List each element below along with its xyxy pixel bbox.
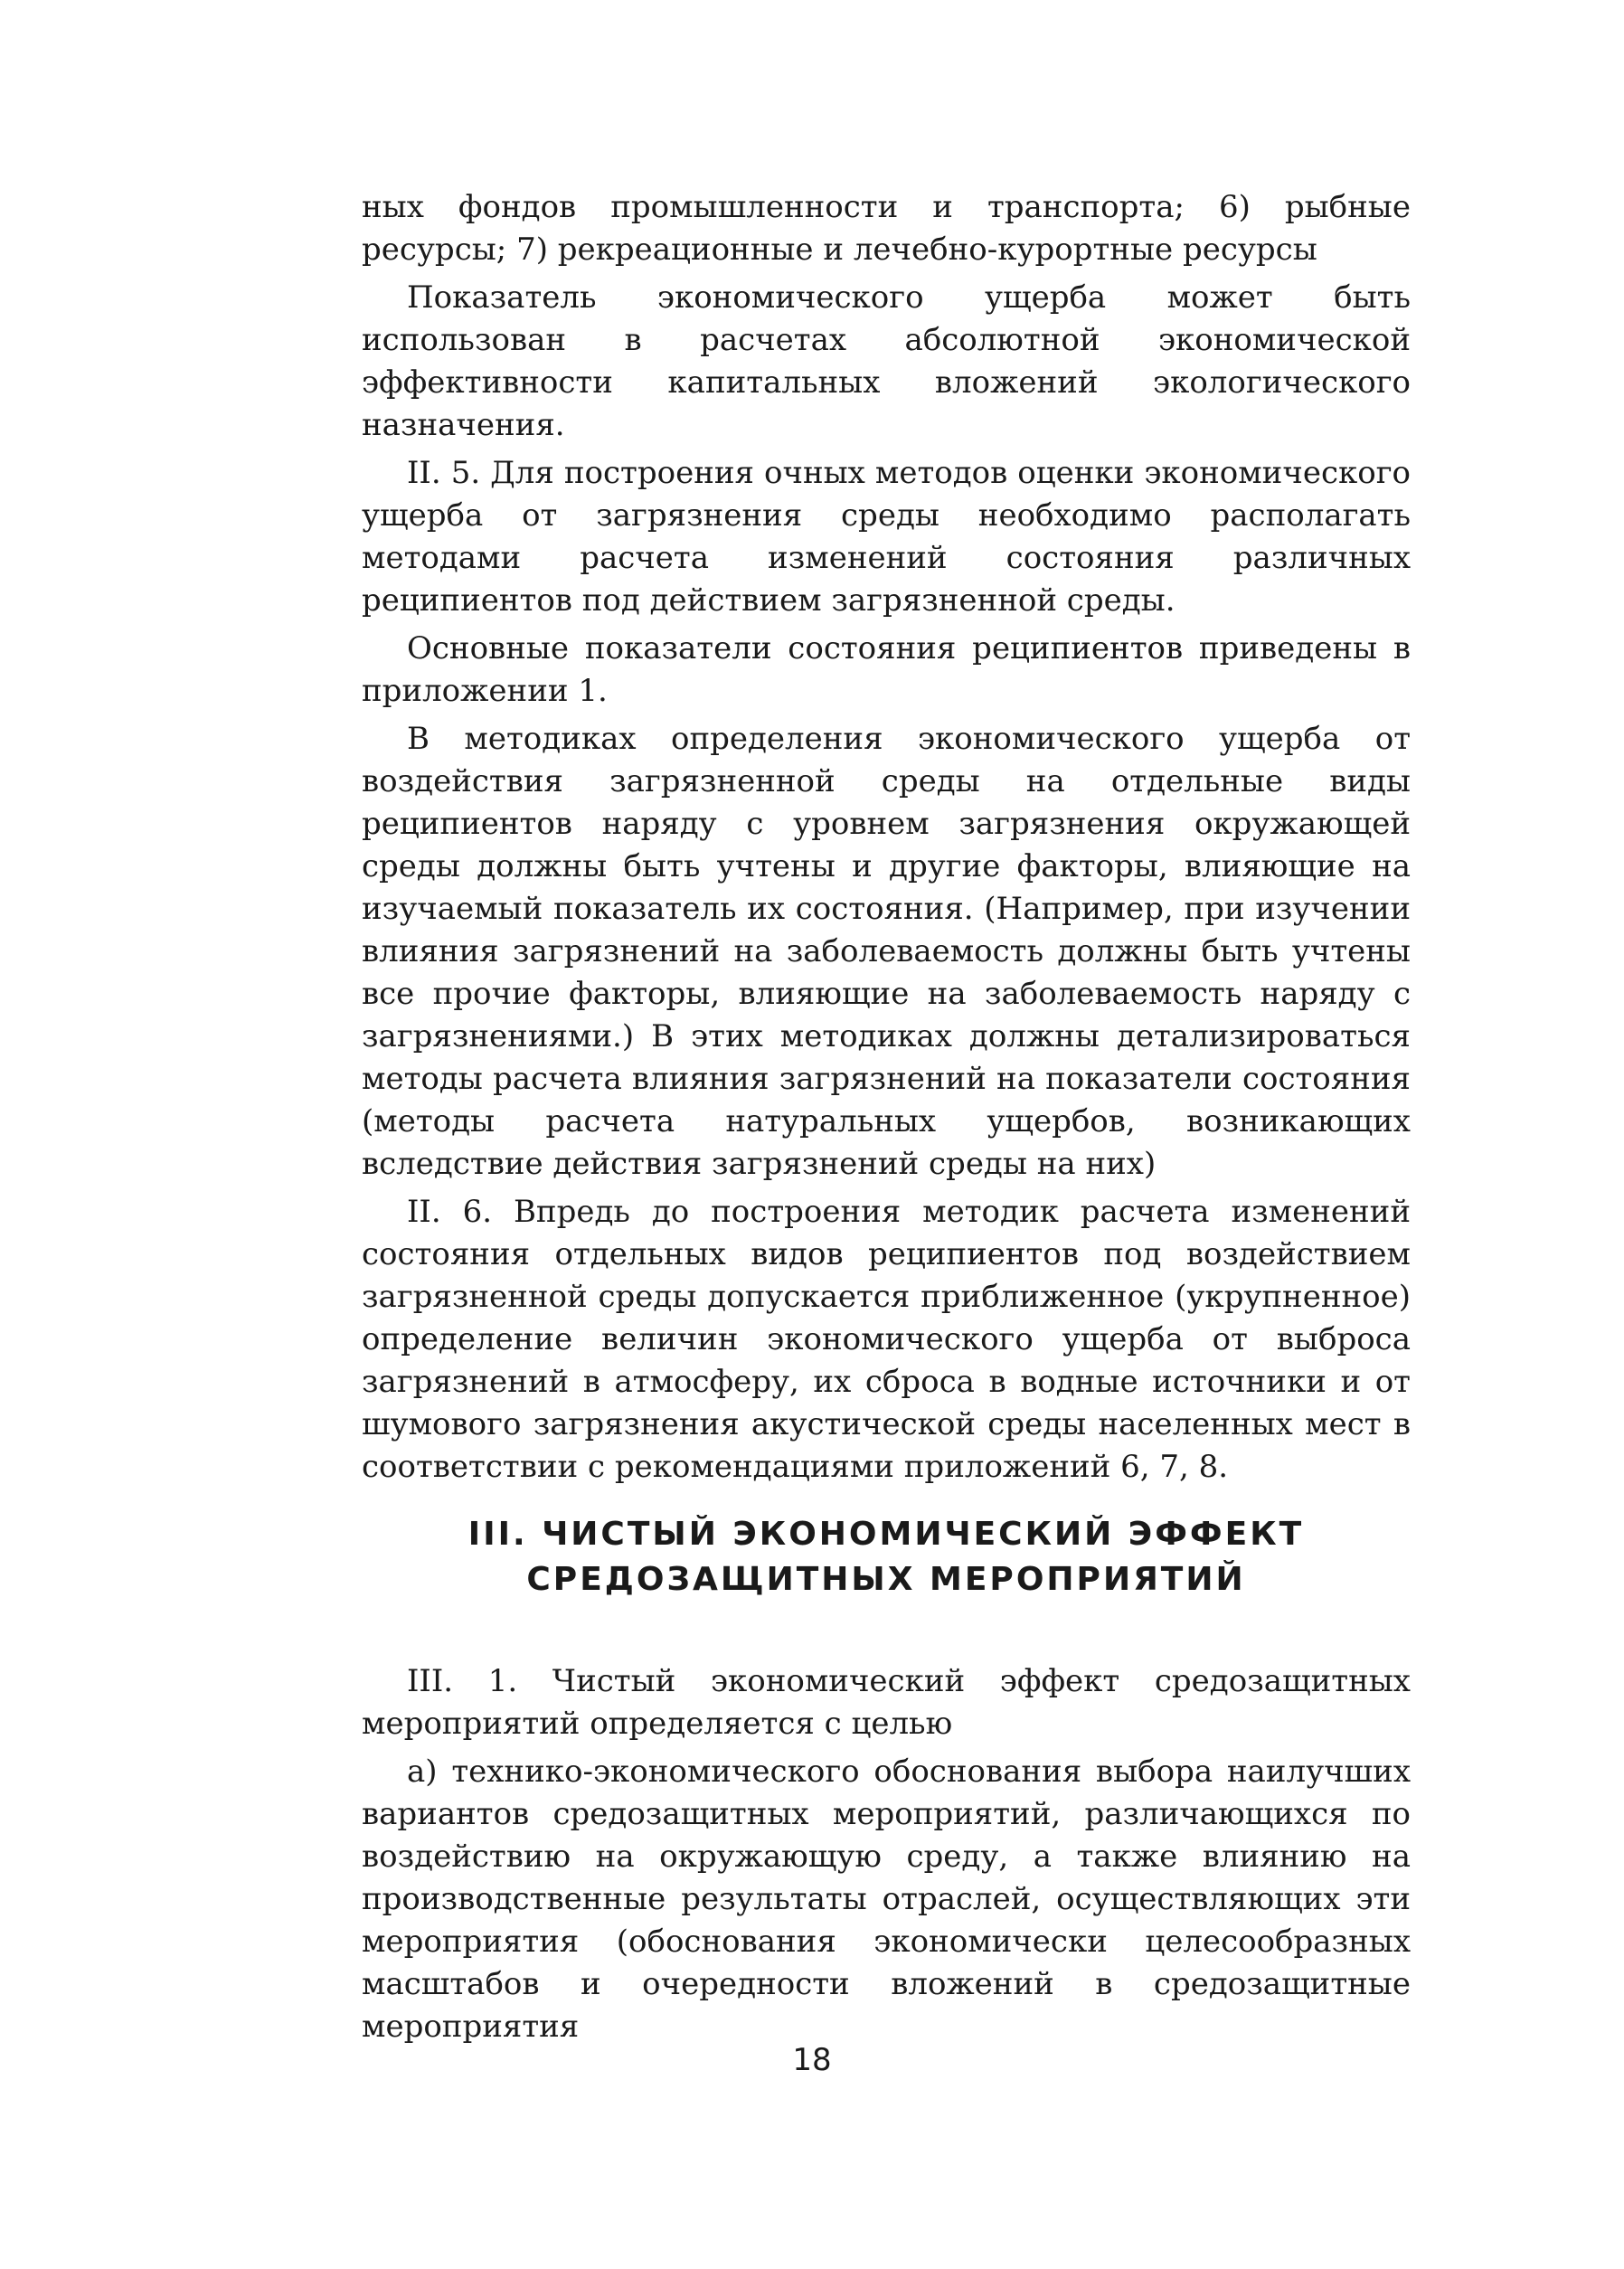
paragraph: а) технико-экономического обоснования выбора наилучших вариантов средозащитных мероприятий, различающихся по воздействию на окружающую среду, а также влиянию на производственные результаты отраслей, осуществляющих эти мероприятия (обоснования экономически целесообразных масштабов и очередности вложений в средозащитные мероприятия: [362, 1754, 1411, 2045]
paragraph: Основные показатели состояния реципиентов приведены в приложении 1.: [362, 630, 1411, 709]
paragraph: ных фондов промышленности и транспорта; 6) рыбные ресурсы; 7) рекреационные и лечебно-курортные ресурсы: [362, 189, 1411, 268]
section-heading-line: СРЕДОЗАЩИТНЫХ МЕРОПРИЯТИЙ: [526, 1561, 1246, 1598]
paragraph: III. 1. Чистый экономический эффект средозащитных мероприятий определяется с целью: [362, 1663, 1411, 1742]
section-heading-line: III. ЧИСТЫЙ ЭКОНОМИЧЕСКИЙ ЭФФЕКТ: [467, 1516, 1305, 1553]
paragraph: II. 6. Впредь до построения методик расчета изменений состояния отдельных видов реципиентов под воздействием загрязненной среды допускается приближенное (укрупненное) определение величин экономического ущерба от выброса загрязнений в атмосферу, их сброса в водные источники и от шумового загрязнения акустической среды населенных мест в соответствии с рекомендациями приложений 6, 7, 8.: [362, 1194, 1411, 1485]
body-text-block: [362, 186, 1411, 1494]
paragraph: В методиках определения экономического ущерба от воздействия загрязненной среды на отдельные виды реципиентов наряду с уровнем загрязнения окружающей среды должны быть учтены и другие факторы, влияющие на изучаемый показатель их состояния. (Например, при изучении влияния загрязнений на заболеваемость должны быть учтены все прочие факторы, влияющие на заболеваемость наряду с загрязнениями.) В этих методиках должны детализироваться методы расчета влияния загрязнений на показатели состояния (методы расчета натуральных ущербов, возникающих вследствие действия загрязнений среды на них): [362, 721, 1411, 1182]
page-number: 18: [792, 2042, 832, 2078]
section-heading: [362, 1512, 1411, 1602]
section-body-text-block: [362, 1660, 1411, 2054]
paragraph: Показатель экономического ущерба может быть использован в расчетах абсолютной экономической эффективности капитальных вложений экологического назначения.: [362, 279, 1411, 443]
paragraph: II. 5. Для построения очных методов оценки экономического ущерба от загрязнения среды необходимо располагать методами расчета изменений состояния различных реципиентов под действием загрязненной среды.: [362, 455, 1411, 619]
